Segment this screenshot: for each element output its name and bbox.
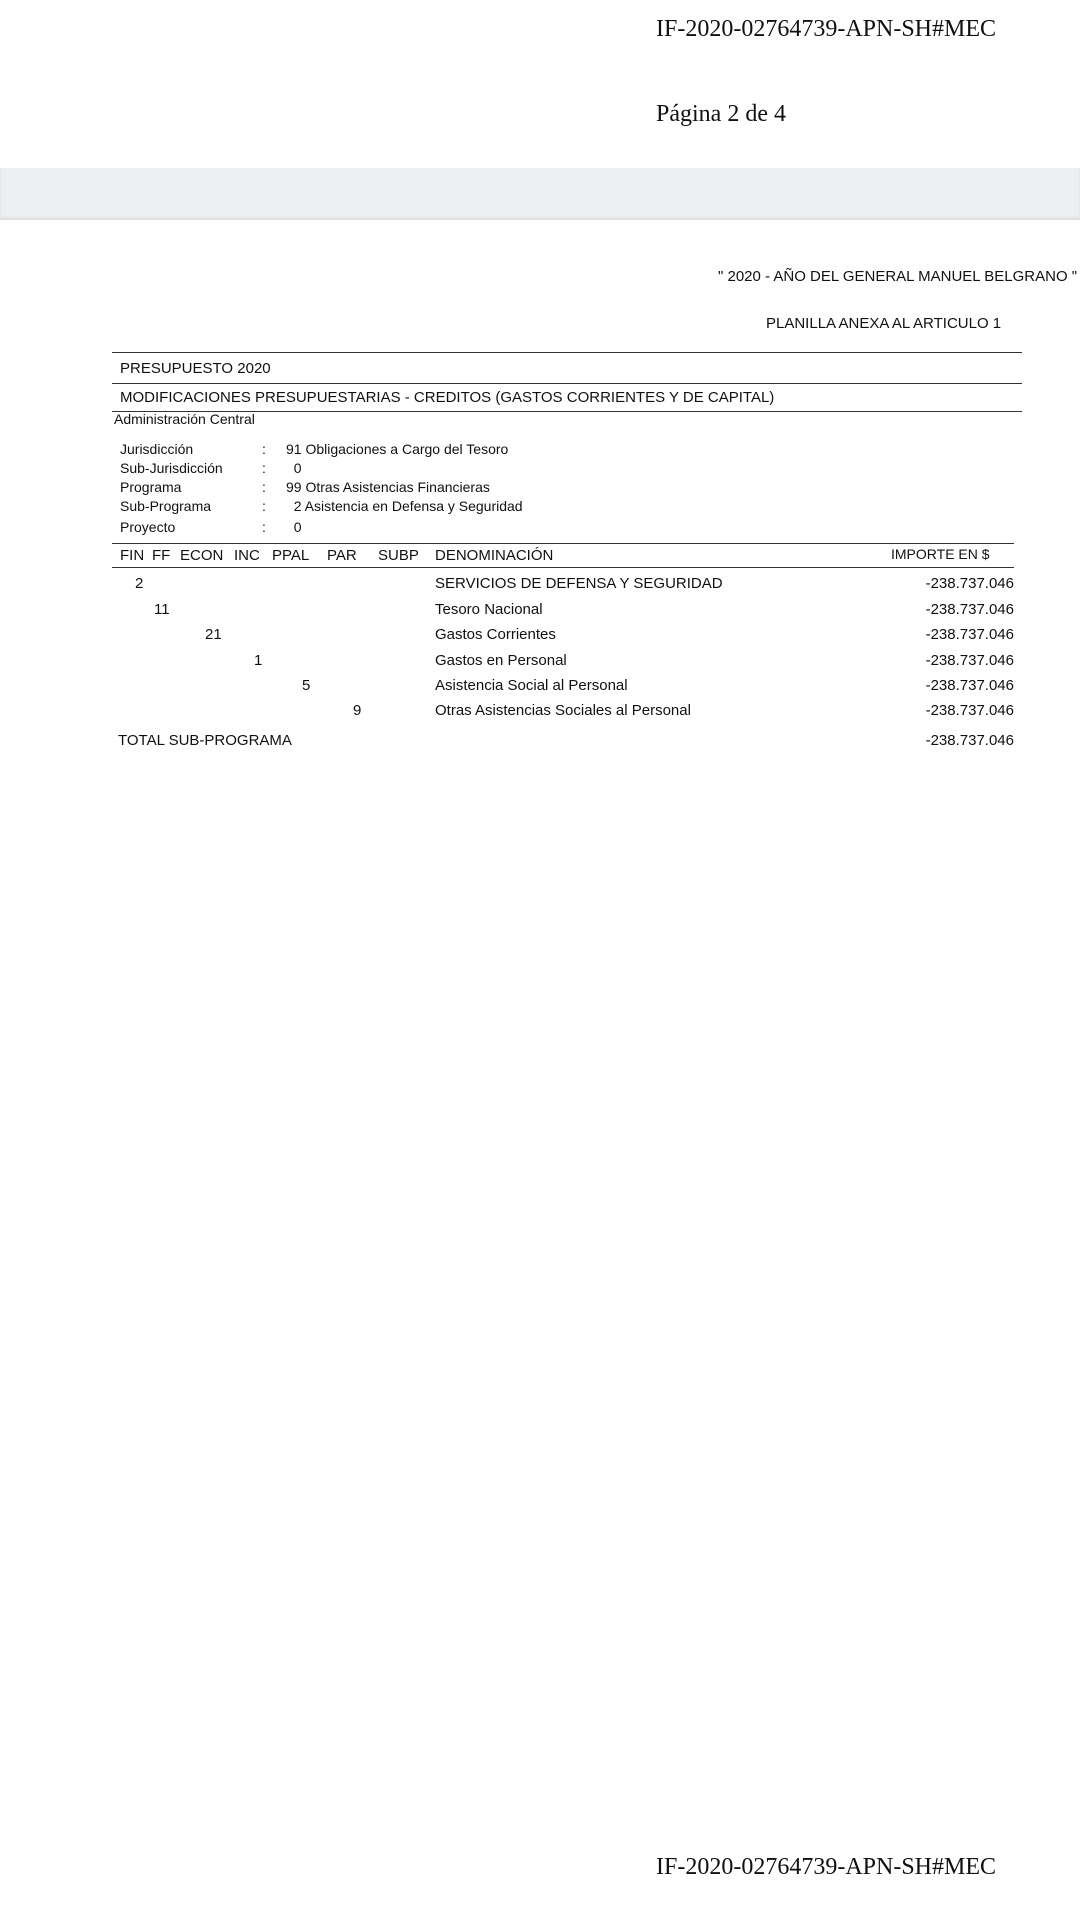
field-sep: : (262, 498, 266, 514)
row-importe: -238.737.046 (925, 626, 1014, 643)
row-denominacion: Tesoro Nacional (435, 601, 543, 618)
table-header-bottom-rule (112, 567, 1014, 568)
budget-title: PRESUPUESTO 2020 (120, 360, 271, 377)
field-label: Proyecto (120, 519, 176, 535)
row-importe: -238.737.046 (925, 702, 1014, 719)
field-label: Jurisdicción (120, 441, 194, 457)
field-value: 0 (286, 460, 302, 476)
row-importe: -238.737.046 (925, 677, 1014, 694)
field-sep: : (262, 479, 266, 495)
row-denominacion: SERVICIOS DE DEFENSA Y SEGURIDAD (435, 575, 723, 592)
row-code: 9 (353, 702, 362, 719)
total-value: -238.737.046 (925, 732, 1014, 749)
field-sep: : (262, 519, 266, 535)
motto: " 2020 - AÑO DEL GENERAL MANUEL BELGRANO " (718, 268, 1078, 285)
doc-id-top: IF-2020-02764739-APN-SH#MEC (656, 16, 997, 42)
section-title: MODIFICACIONES PRESUPUESTARIAS - CREDITOS (GASTOS CORRIENTES Y DE CAPITAL) (120, 389, 775, 406)
col-inc: INC (234, 547, 260, 564)
annex-title: PLANILLA ANEXA AL ARTICULO 1 (766, 315, 1002, 332)
row-denominacion: Gastos Corrientes (435, 626, 556, 643)
administration: Administración Central (114, 411, 255, 427)
col-importe: IMPORTE EN $ (891, 546, 990, 562)
field-label: Sub-Programa (120, 498, 212, 514)
row-code: 11 (154, 601, 170, 618)
col-denominacion: DENOMINACIÓN (435, 547, 554, 564)
field-label: Sub-Jurisdicción (120, 460, 223, 476)
row-code: 1 (254, 652, 263, 669)
rule (112, 352, 1022, 353)
row-importe: -238.737.046 (925, 652, 1014, 669)
table-header-top-rule (112, 543, 1014, 544)
page-separator (0, 168, 1080, 220)
doc-id-footer: IF-2020-02764739-APN-SH#MEC (656, 1854, 997, 1880)
row-importe: -238.737.046 (925, 601, 1014, 618)
col-ff: FF (152, 547, 171, 564)
col-subp: SUBP (378, 547, 419, 564)
field-sep: : (262, 460, 266, 476)
row-denominacion: Asistencia Social al Personal (435, 677, 628, 694)
row-importe: -238.737.046 (925, 575, 1014, 592)
page-number: Página 2 de 4 (656, 101, 786, 127)
row-code: 21 (205, 626, 222, 643)
field-value: 0 (286, 519, 302, 535)
total-label: TOTAL SUB-PROGRAMA (118, 732, 292, 749)
field-sep: : (262, 441, 266, 457)
field-value: 2 Asistencia en Defensa y Seguridad (286, 498, 523, 514)
col-econ: ECON (180, 547, 224, 564)
col-ppal: PPAL (272, 547, 310, 564)
col-par: PAR (327, 547, 357, 564)
field-value: 99 Otras Asistencias Financieras (286, 479, 490, 495)
row-denominacion: Gastos en Personal (435, 652, 567, 669)
row-denominacion: Otras Asistencias Sociales al Personal (435, 702, 691, 719)
rule (112, 383, 1022, 384)
col-fin: FIN (120, 547, 145, 564)
field-value: 91 Obligaciones a Cargo del Tesoro (286, 441, 509, 457)
row-code: 2 (135, 575, 144, 592)
row-code: 5 (302, 677, 311, 694)
field-label: Programa (120, 479, 182, 495)
previous-page-footer (0, 0, 1080, 168)
